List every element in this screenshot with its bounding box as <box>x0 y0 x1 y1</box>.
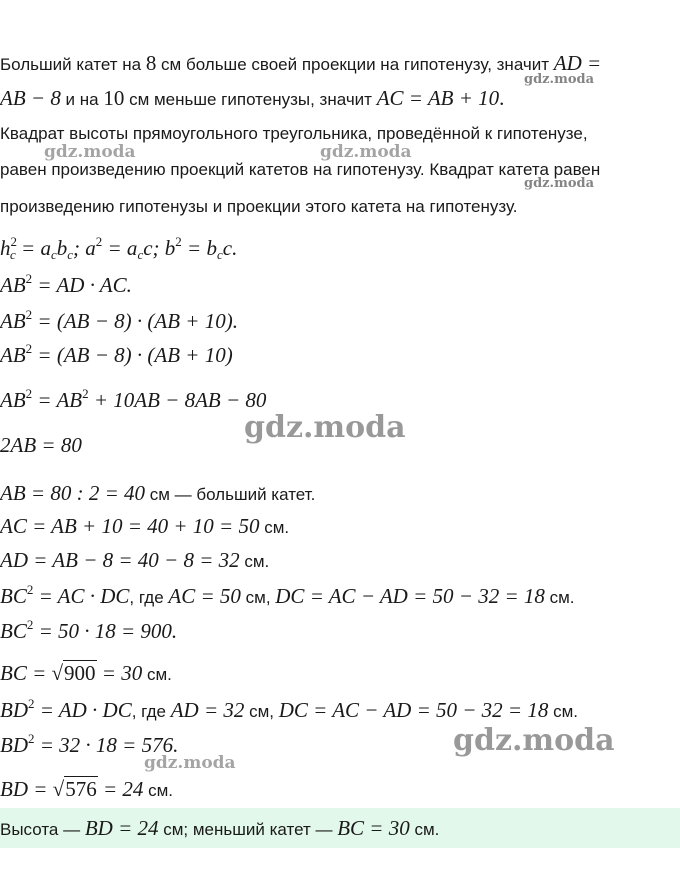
formula-2: $AB^2$ = AD · AC. <box>0 271 132 297</box>
sqrt-symbol: √900 <box>51 661 96 685</box>
formula-3: $AB^2 = (AB - 8) \cdot (AB + 10)$. <box>0 307 238 333</box>
text-line-2: AB − 8 и на 10 см меньше гипотенузы, значит AC = AB + 10. <box>0 86 505 110</box>
text-line-3: Квадрат высоты прямоугольного треугольника, проведённой к гипотенузе, <box>0 124 588 143</box>
formula-7: AB = 80 : 2 = 40 см — больший катет. <box>0 481 316 505</box>
watermark: gdz.moda <box>244 410 406 445</box>
formula-relations: $h^2_c = a_cb_c$; $a^2 = a_cc$; $b^2 = b_cc$. <box>0 234 238 262</box>
text-line-5: произведению гипотенузы и проекции этого катета на гипотенузу. <box>0 197 518 216</box>
formula-13: $BD^2$ = AD · DC, где AD = 32 см, DC = AC − AD = 50 − 32 = 18 см. <box>0 696 578 722</box>
formula-12: BC = √900 = 30 см. <box>0 661 172 685</box>
formula-6: 2AB = 80 <box>0 433 82 457</box>
watermark: gdz.moda <box>524 176 595 191</box>
formula-11: $BC^2 = 50 \cdot 18 = 900$. <box>0 617 178 643</box>
formula-4: $AB^2 = (AB - 8) \cdot (AB + 10)$ <box>0 341 233 367</box>
watermark: gdz.moda <box>524 72 595 87</box>
formula-5: $AB^2 = AB^2 + 10AB - 8AB - 80$ <box>0 386 267 412</box>
watermark: gdz.moda <box>44 142 136 162</box>
formula-8: AC = AB + 10 = 40 + 10 = 50 см. <box>0 514 290 538</box>
sqrt-symbol: √576 <box>52 777 97 801</box>
formula-10: $BC^2$ = AC · DC, где AC = 50 см, DC = AC − AD = 50 − 32 = 18 см. <box>0 582 575 608</box>
formula-9: AD = AB − 8 = 40 − 8 = 32 см. <box>0 548 270 572</box>
watermark: gdz.moda <box>144 753 236 773</box>
watermark: gdz.moda <box>453 723 615 758</box>
answer-line: Высота — BD = 24 см; меньший катет — BC = 30 см. <box>0 816 440 840</box>
text-line-1: Больший катет на 8 см больше своей проекции на гипотенузу, значит AD = <box>0 51 602 75</box>
formula-15: BD = √576 = 24 см. <box>0 777 174 801</box>
text-line-4: равен произведению проекций катетов на гипотенузу. Квадрат катета равен <box>0 160 601 179</box>
formula-14: $BD^2 = 32 \cdot 18 = 576$. <box>0 731 179 757</box>
watermark: gdz.moda <box>320 142 412 162</box>
